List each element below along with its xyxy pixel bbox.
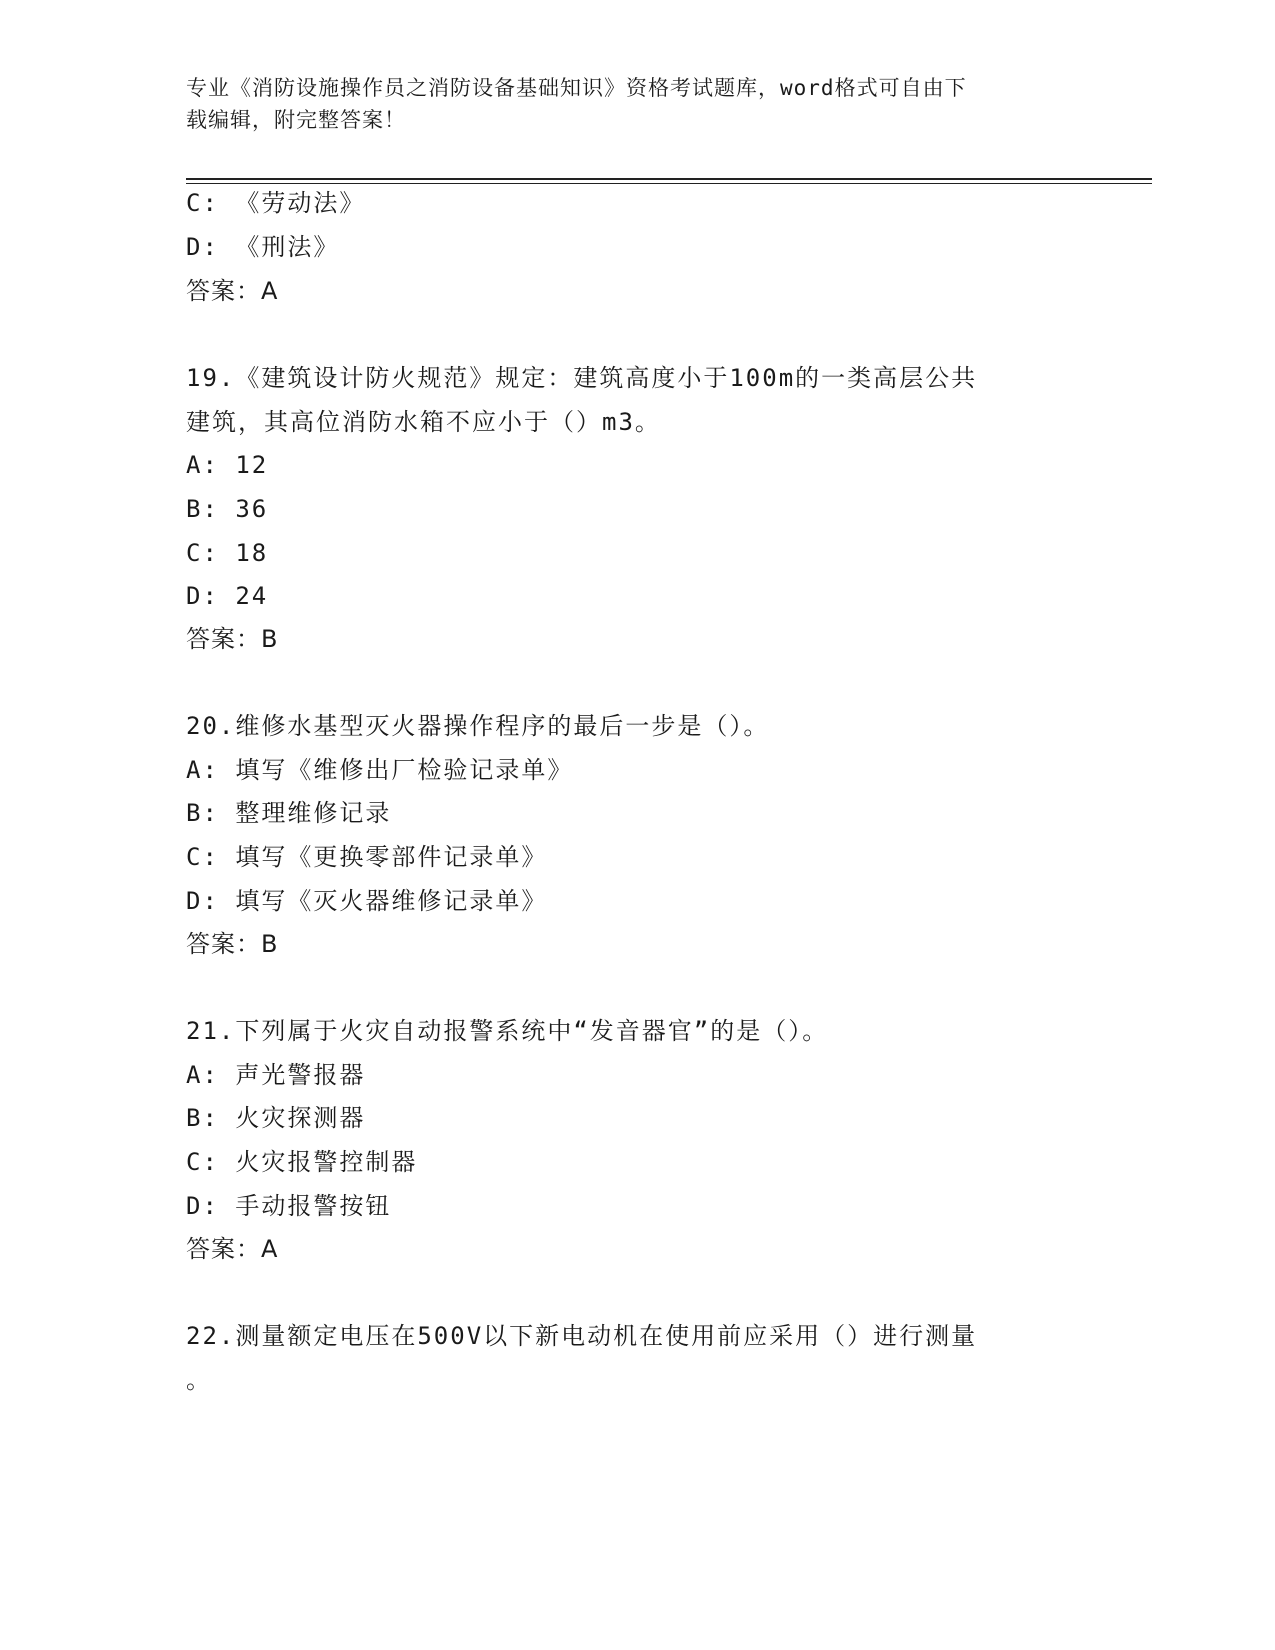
q20-option-d: D: 填写《灭火器维修记录单》	[186, 887, 548, 915]
q22-stem-line-2: 。	[186, 1366, 212, 1394]
q19-answer: 答案：B	[186, 625, 279, 653]
q21-option-d: D: 手动报警按钮	[186, 1192, 392, 1220]
q19-option-d: D: 24	[186, 582, 269, 610]
q20-option-a: A: 填写《维修出厂检验记录单》	[186, 756, 574, 784]
q20-option-c: C: 填写《更换零部件记录单》	[186, 843, 548, 871]
prev-answer: 答案：A	[186, 277, 279, 305]
header-line-1: 专业《消防设施操作员之消防设备基础知识》资格考试题库，word格式可自由下	[186, 76, 967, 100]
q19-option-a: A: 12	[186, 451, 269, 479]
header-rule-thick	[186, 178, 1152, 180]
q20-answer: 答案：B	[186, 930, 279, 958]
q21-option-a: A: 声光警报器	[186, 1061, 366, 1089]
q21-option-b: B: 火灾探测器	[186, 1104, 366, 1132]
q22-stem-line-1: 22.测量额定电压在500V以下新电动机在使用前应采用（）进行测量	[186, 1322, 978, 1350]
document-header	[186, 72, 1066, 136]
q21-answer: 答案：A	[186, 1235, 279, 1263]
header-line-2: 载编辑，附完整答案！	[186, 108, 406, 132]
q21-option-c: C: 火灾报警控制器	[186, 1148, 418, 1176]
q19-option-b: B: 36	[186, 495, 269, 523]
q19-option-c: C: 18	[186, 539, 269, 567]
q20-option-b: B: 整理维修记录	[186, 799, 392, 827]
header-rule-thin	[186, 183, 1152, 184]
q20-stem-line-1: 20.维修水基型灭火器操作程序的最后一步是（）。	[186, 712, 770, 740]
q19-stem-line-1: 19.《建筑设计防火规范》规定：建筑高度小于100m的一类高层公共	[186, 364, 978, 392]
q21-stem-line-1: 21.下列属于火灾自动报警系统中“发音器官”的是（）。	[186, 1017, 829, 1045]
prev-option-c: C: 《劳动法》	[186, 189, 366, 217]
prev-option-d: D: 《刑法》	[186, 233, 340, 261]
q19-stem-line-2: 建筑，其高位消防水箱不应小于（）m3。	[186, 408, 661, 436]
